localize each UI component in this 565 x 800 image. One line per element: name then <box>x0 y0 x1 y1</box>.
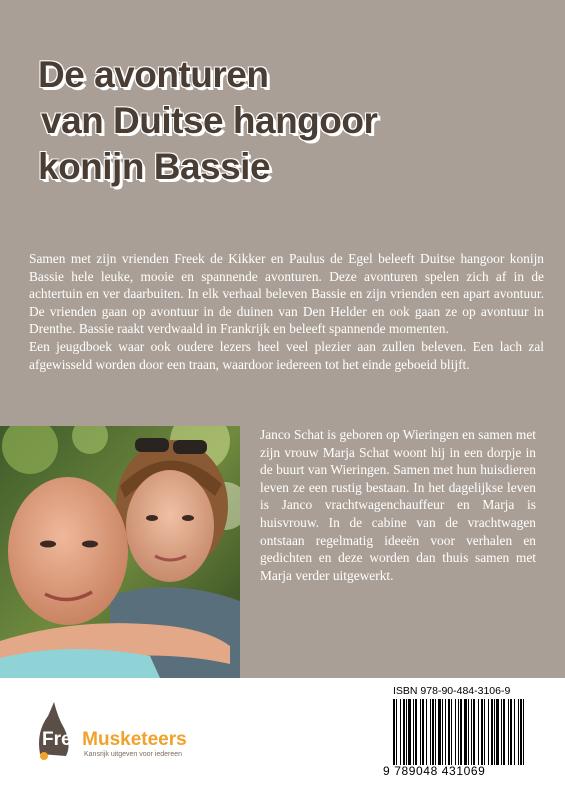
barcode-bar <box>481 699 483 765</box>
ean-digits: 9 789048 431069 <box>383 764 486 778</box>
barcode-bar <box>400 699 401 765</box>
blurb-paragraph-2: Een jeugdboek waar ook oudere lezers heel veel plezier aan zullen beleven. Een lach zal afgewisseld worden door een traan, waardoor iedereen tot het einde geboeid blijft. <box>29 338 544 372</box>
barcode-bar <box>503 699 505 765</box>
barcode-bar <box>514 699 515 765</box>
title-line-1: De avonturen <box>38 54 269 95</box>
barcode-bar <box>426 699 427 765</box>
publisher-name-free: Free <box>42 729 83 750</box>
barcode-bar <box>464 699 467 765</box>
barcode-bar <box>451 699 452 765</box>
barcode-bar <box>406 699 407 765</box>
barcode-bar <box>523 699 524 765</box>
barcode-bar <box>458 699 459 765</box>
title-line-3: konijn Bassie <box>38 146 271 187</box>
author-photo-image <box>0 426 240 678</box>
barcode-bar <box>408 699 411 765</box>
author-bio: Janco Schat is geboren op Wieringen en samen met zijn vrouw Marja Schat woont hij in een dorpje in de buurt van Wieringen. Samen met hun huisdieren leven ze een rustig bestaan. In het dagelijkse leven is Janco vrachtwagenchauffeur en Marja is huisvrouw. In de cabine van de vrachtwagen ontstaan regelmatig ideeën voor verhalen en gedichten en deze worden dan thuis samen met Marja verder uitgewerkt. <box>260 427 536 583</box>
barcode-bar <box>468 699 469 765</box>
barcode-bar <box>435 699 436 765</box>
barcode-bar <box>448 699 450 765</box>
publisher-name-musketeers: Musketeers <box>82 729 187 750</box>
barcode-bar <box>471 699 472 765</box>
barcode-bar <box>484 699 485 765</box>
book-blurb <box>29 250 544 373</box>
isbn-label: ISBN 978-90-484-3106-9 <box>393 685 511 697</box>
barcode-bar <box>478 699 479 765</box>
barcode-bar <box>494 699 495 765</box>
barcode-bar <box>460 699 462 765</box>
author-photo <box>0 426 240 678</box>
barcode-bar <box>393 699 395 765</box>
barcode-bar <box>413 699 414 765</box>
barcode-bar <box>473 699 475 765</box>
publisher-logo <box>34 702 234 772</box>
barcode-bar <box>438 699 441 765</box>
barcode-bar <box>430 699 431 765</box>
title-line-2: van Duitse hangoor <box>41 100 378 141</box>
book-title <box>38 52 538 190</box>
barcode-bar <box>403 699 405 765</box>
barcode-bars <box>393 699 525 765</box>
barcode-bar <box>455 699 456 765</box>
publisher-tagline: Kansrijk uitgeven voor iedereen <box>84 751 183 758</box>
barcode-bar <box>491 699 493 765</box>
barcode-bar <box>501 699 502 765</box>
barcode-bar <box>518 699 519 765</box>
barcode-bar <box>508 699 509 765</box>
barcode-bar <box>445 699 446 765</box>
blurb-paragraph-1: Samen met zijn vrienden Freek de Kikker en Paulus de Egel beleeft Duitse hangoor konijn Bassie hele leuke, mooie en spannende avonturen. Deze avonturen spelen zich af in de achtertuin en ver daarbuiten. In elk verhaal beleven Bassie en zijn vrienden een apart avontuur. De vrienden gaan op avontuur in de duinen van Den Helder en ook gaan ze op avontuur in Drenthe. Bassie raakt verdwaald in Frankrijk en beleeft spannende momenten. <box>29 251 544 337</box>
barcode-bar <box>442 699 443 765</box>
barcode-bar <box>520 699 522 765</box>
barcode-bar <box>510 699 512 765</box>
isbn-barcode <box>383 683 535 791</box>
barcode-bar <box>396 699 397 765</box>
barcode-bar <box>422 699 424 765</box>
barcode-bar <box>432 699 434 765</box>
barcode-bar <box>488 699 489 765</box>
barcode-bar <box>420 699 421 765</box>
barcode-bar <box>496 699 499 765</box>
barcode-bar <box>415 699 417 765</box>
publisher-name <box>42 729 187 751</box>
